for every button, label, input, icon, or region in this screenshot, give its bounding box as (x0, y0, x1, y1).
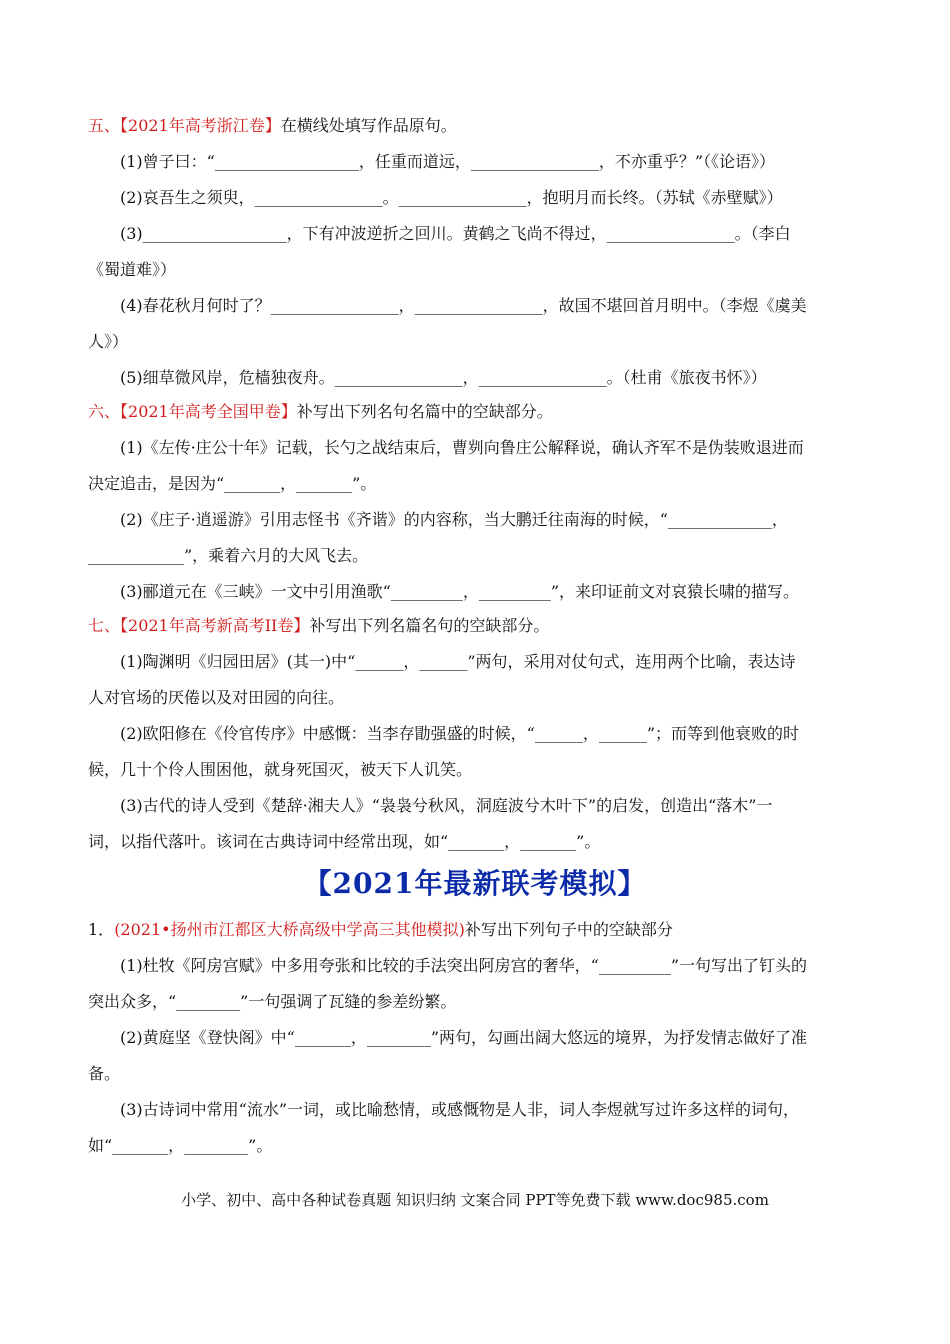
s5-question-1: (1)曾子曰：“__________________，任重而道远，________________，不亦重乎？”（《论语》） (120, 152, 776, 171)
m1-question-2-line-1: (2)黄庭坚《登快阁》中“_______，________”两句，勾画出阔大悠远的境界，为抒发情志做好了准 (120, 1028, 808, 1047)
m1-question-1-line-1: (1)杜牧《阿房宫赋》中多用夸张和比较的手法突出阿房宫的奢华，“_________”一句写出了钉头的 (120, 956, 808, 975)
s5-question-4-line-1: (4)春花秋月何时了？________________，________________，故国不堪回首月明中。（李煜《虞美 (120, 296, 807, 315)
s6-question-1-line-1: (1)《左传·庄公十年》记载，长勺之战结束后，曹刿向鲁庄公解释说，确认齐军不是伪装败退进而 (120, 438, 804, 457)
section-6-heading (88, 401, 858, 423)
s6-question-3: (3)郦道元在《三峡》一文中引用渔歌“_________，_________”，来印证前文对哀猿长啸的描写。 (120, 582, 800, 601)
s5-question-3-line-1: (3)__________________，下有冲波逆折之回川。黄鹤之飞尚不得过，________________。（李白 (120, 224, 791, 243)
section-5-heading (88, 115, 858, 137)
mock-question-1-heading (88, 919, 858, 941)
s6-question-2-line-1: (2)《庄子·逍遥游》引用志怪书《齐谐》的内容称，当大鹏迁往南海的时候，“_____________， (120, 510, 788, 529)
section-6-source-tag: 【2021年高考全国甲卷】 (120, 402, 297, 421)
s7-question-2-line-2: 候，几十个伶人围困他，就身死国灭，被天下人讥笑。 (88, 760, 473, 779)
section-7-source-tag: 【2021年高考新高考II卷】 (120, 616, 310, 635)
s5-question-5: (5)细草微风岸，危樯独夜舟。________________，________________。（杜甫《旅夜书怀》） (120, 368, 767, 387)
s7-question-1-line-2: 人对官场的厌倦以及对田园的向往。 (88, 688, 345, 707)
m1-question-3-line-1: (3)古诗词中常用“流水”一词，或比喻愁情，或感慨物是人非，词人李煜就写过许多这样的词句， (120, 1100, 800, 1119)
section-5-source-tag: 【2021年高考浙江卷】 (120, 116, 281, 135)
m1-question-3-line-2: 如“_______，________”。 (88, 1136, 273, 1155)
section-title: 【2021年最新联考模拟】 (303, 867, 647, 900)
section-7-number: 七、 (88, 616, 121, 635)
section-5-instruction: 在横线处填写作品原句。 (280, 116, 457, 135)
section-7-heading (88, 615, 858, 637)
s7-question-3-line-1: (3)古代的诗人受到《楚辞·湘夫人》“袅袅兮秋风，洞庭波兮木叶下”的启发，创造出“落木”一 (120, 796, 773, 815)
s5-question-2: (2)哀吾生之须臾，________________。________________，抱明月而长终。（苏轼《赤壁赋》） (120, 188, 783, 207)
mock-question-1-number: 1． (88, 920, 115, 939)
mock-question-1-instruction: 补写出下列句子中的空缺部分 (464, 920, 673, 939)
section-6-instruction: 补写出下列名句名篇中的空缺部分。 (296, 402, 553, 421)
section-7-instruction: 补写出下列名篇名句的空缺部分。 (309, 616, 550, 635)
s7-question-2-line-1: (2)欧阳修在《伶官传序》中感慨：当李存勖强盛的时候，“______，______”；而等到他衰败的时 (120, 724, 800, 743)
s5-question-4-line-2: 人》） (88, 332, 129, 351)
section-5-number: 五、 (88, 116, 121, 135)
m1-question-2-line-2: 备。 (88, 1064, 121, 1083)
s6-question-2-line-2: ____________”，乘着六月的大风飞去。 (88, 546, 369, 565)
section-6-number: 六、 (88, 402, 121, 421)
s5-question-3-line-2: 《蜀道难》） (88, 260, 177, 279)
s7-question-3-line-2: 词，以指代落叶。该词在古典诗词中经常出现，如“_______，_______”。 (88, 832, 601, 851)
page-footer: 小学、初中、高中各种试卷真题 知识归纳 文案合同 PPT等免费下载 www.doc985.com (181, 1191, 769, 1209)
mock-question-1-source: (2021•扬州市江都区大桥高级中学高三其他模拟) (114, 920, 465, 939)
s7-question-1-line-1: (1)陶渊明《归园田居》(其一)中“______，______”两句，采用对仗句式，连用两个比喻，表达诗 (120, 652, 796, 671)
s6-question-1-line-2: 决定追击，是因为“_______，_______”。 (88, 474, 377, 493)
m1-question-1-line-2: 突出众多，“________”一句强调了瓦缝的参差纷繁。 (88, 992, 457, 1011)
